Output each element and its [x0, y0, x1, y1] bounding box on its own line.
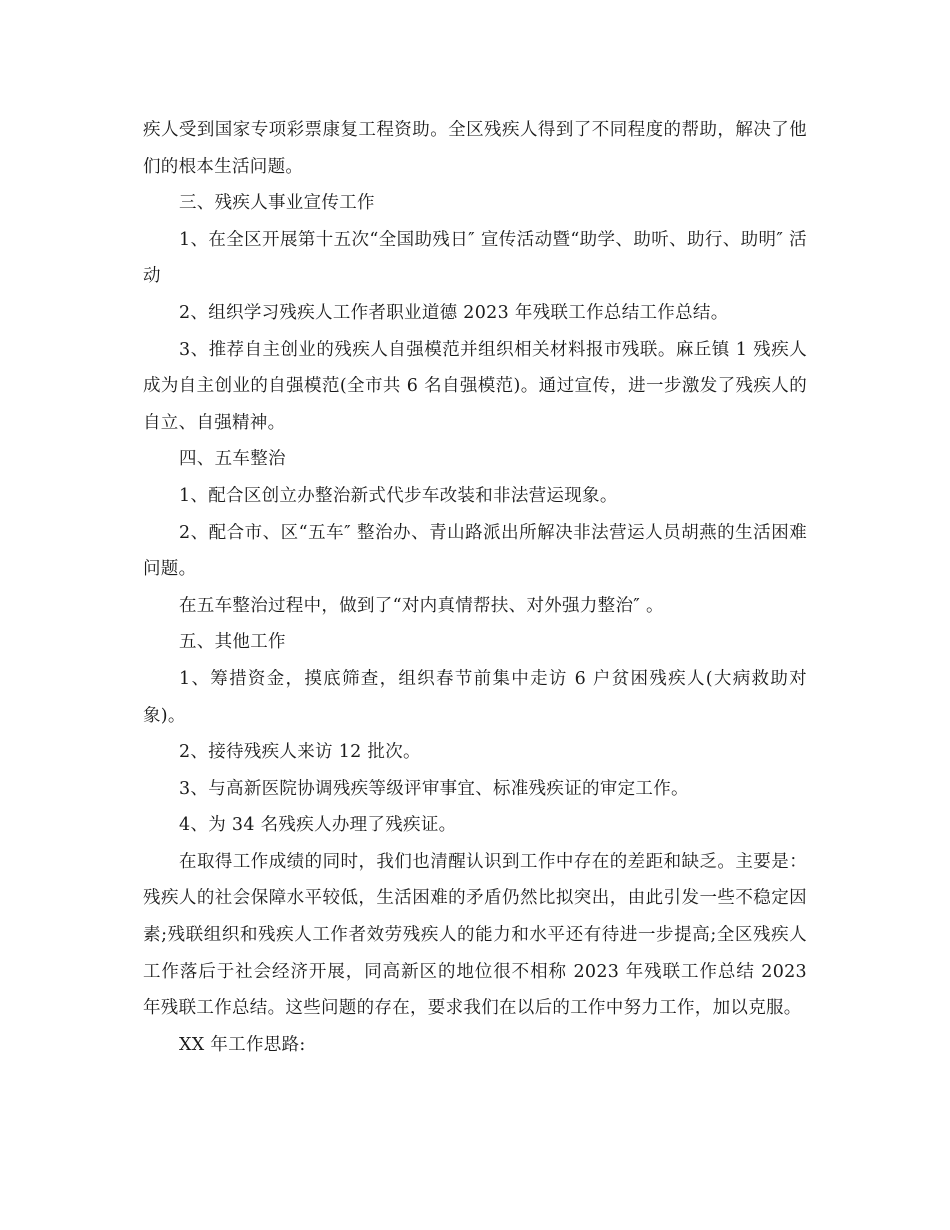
- paragraph-item: 3、推荐自主创业的残疾人自强模范并组织相关材料报市残联。麻丘镇 1 残疾人成为自主创业的自强模范(全市共 6 名自强模范)。通过宣传，进一步激发了残疾人的自立、自强精神。: [143, 339, 807, 433]
- section-heading-next-year: XX 年工作思路:: [179, 1034, 306, 1055]
- paragraph-item: 2、组织学习残疾人工作者职业道德 2023 年残联工作总结工作总结。: [179, 302, 729, 323]
- section-heading-vehicles: 四、五车整治: [179, 449, 286, 470]
- paragraph-item: 4、为 34 名残疾人办理了残疾证。: [179, 815, 457, 836]
- section-heading-publicity: 三、残疾人事业宣传工作: [179, 193, 375, 214]
- paragraph-item: 3、与高新医院协调残疾等级评审事宜、标准残疾证的审定工作。: [179, 778, 689, 799]
- paragraph-item: 2、接待残疾人来访 12 批次。: [179, 742, 421, 763]
- section-heading-other-work: 五、其他工作: [179, 632, 286, 653]
- paragraph-item: 1、在全区开展第十五次“全国助残日″ 宣传活动暨“助学、助听、助行、助明″ 活动: [143, 229, 807, 287]
- paragraph-item: 1、筹措资金，摸底筛查，组织春节前集中走访 6 户贫困残疾人(大病救助对象)。: [143, 668, 807, 726]
- paragraph-summary: 在取得工作成绩的同时，我们也清醒认识到工作中存在的差距和缺乏。主要是：残疾人的社会保障水平较低，生活困难的矛盾仍然比拟突出，由此引发一些不稳定因素;残联组织和残疾人工作者效劳残疾人的能力和水平还有待进一步提高;全区残疾人工作落后于社会经济开展，同高新区的地位很不相称 2023 年残联工作总结 2023 年残联工作总结。这些问题的存在，要求我们在以后的工作中努力工作，加以克服。: [143, 851, 807, 1019]
- paragraph-item: 1、配合区创立办整治新式代步车改装和非法营运现象。: [179, 485, 618, 506]
- paragraph-item: 2、配合市、区“五车″ 整治办、青山路派出所解决非法营运人员胡燕的生活困难问题。: [143, 522, 807, 580]
- paragraph-continuation: 疾人受到国家专项彩票康复工程资助。全区残疾人得到了不同程度的帮助，解决了他们的根本生活问题。: [143, 120, 807, 177]
- paragraph-item: 在五车整治过程中，做到了“对内真情帮扶、对外强力整治″ 。: [179, 595, 664, 616]
- document-body: [143, 112, 807, 1063]
